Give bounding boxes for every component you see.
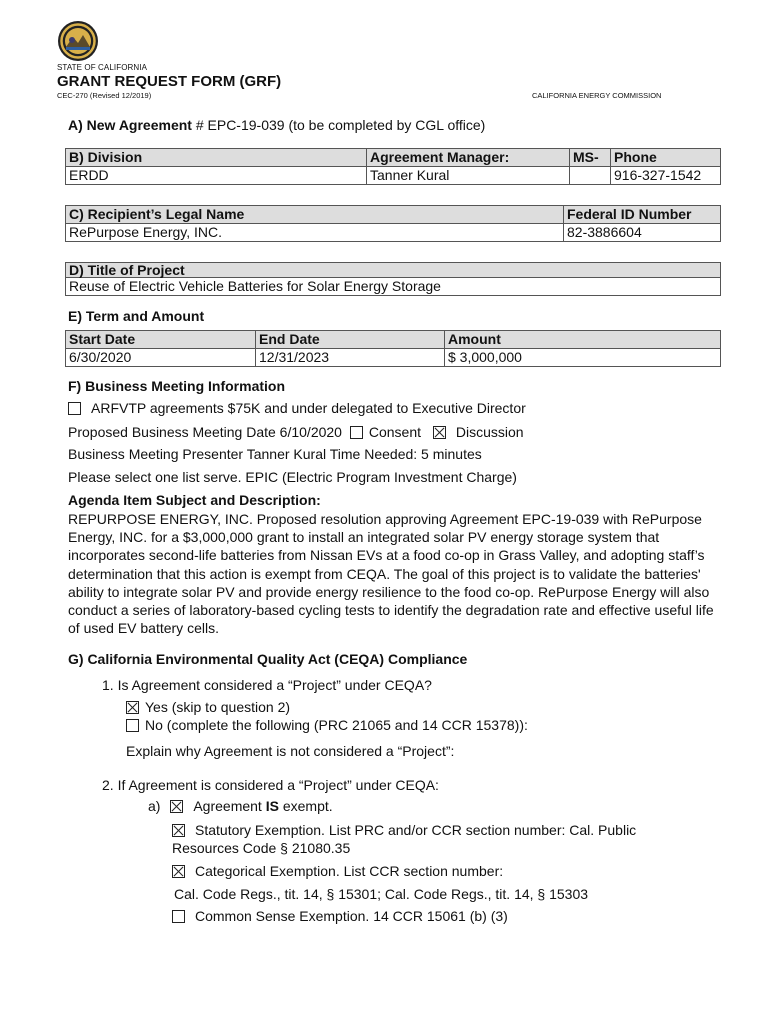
division-label: B) Division bbox=[66, 149, 367, 167]
section-a-new-agreement bbox=[68, 117, 485, 133]
project-title-field[interactable]: Reuse of Electric Vehicle Batteries for Solar Energy Storage bbox=[66, 278, 721, 296]
end-date-field[interactable]: 12/31/2023 bbox=[256, 349, 445, 367]
agreement-manager-label: Agreement Manager: bbox=[367, 149, 570, 167]
amount-field[interactable]: $ 3,000,000 bbox=[445, 349, 721, 367]
ceqa-question-2: 2. If Agreement is considered a “Project” under CEQA: bbox=[102, 777, 439, 793]
categorical-exemption-checkbox[interactable] bbox=[172, 865, 185, 878]
list-serve-text: Please select one list serve. EPIC (Electric Program Investment Charge) bbox=[68, 469, 517, 485]
consent-checkbox[interactable] bbox=[350, 426, 363, 439]
section-b-division-table bbox=[65, 148, 721, 185]
federal-id-label: Federal ID Number bbox=[564, 206, 721, 224]
agenda-item-description: REPURPOSE ENERGY, INC. Proposed resolution approving Agreement EPC-19-039 with RePurpose Energy, INC. for a $3,000,000 grant to install an integrated solar PV energy storage system that incorporates second-life batteries from Nissan EVs at a food co-op in Grass Valley, and adopting staff’s determination that this action is exempt from CEQA. The goal of this project is to validate the batteries' ability to integrate solar PV and provide energy resilience to the food co-op. RePurpose Energy will also conduct a series of laboratory-based cycling tests to identify the degradation rate and effective useful life of used EV battery cells. bbox=[68, 511, 714, 637]
statutory-exemption-text: Statutory Exemption. List PRC and/or CCR section number: Cal. Public bbox=[195, 822, 637, 838]
form-revision: CEC-270 (Revised 12/2019) bbox=[57, 91, 152, 100]
federal-id-field[interactable]: 82-3886604 bbox=[564, 224, 721, 242]
q1-explain-text: Explain why Agreement is not considered a “Project”: bbox=[126, 743, 455, 759]
amount-label: Amount bbox=[445, 331, 721, 349]
section-e-label: E) Term and Amount bbox=[68, 308, 205, 324]
statutory-exemption-code: Resources Code § 21080.35 bbox=[172, 840, 351, 856]
q1-no-text: No (complete the following (PRC 21065 and 14 CCR 15378)): bbox=[145, 717, 528, 733]
phone-field[interactable]: 916-327-1542 bbox=[611, 167, 721, 185]
meeting-date-row bbox=[68, 424, 524, 440]
q2a-text-bold: IS bbox=[265, 798, 279, 814]
q1-yes-checkbox[interactable] bbox=[126, 701, 139, 714]
arfvtp-row bbox=[68, 400, 526, 416]
section-f-label: F) Business Meeting Information bbox=[68, 378, 286, 394]
q2a-prefix: a) bbox=[148, 798, 161, 814]
q1-yes-row bbox=[126, 699, 290, 715]
statutory-exemption-row bbox=[172, 822, 636, 838]
common-sense-exemption-text: Common Sense Exemption. 14 CCR 15061 (b) (3) bbox=[195, 908, 508, 924]
common-sense-exemption-row bbox=[172, 908, 508, 924]
q2a-text-post: exempt. bbox=[278, 798, 333, 814]
form-title: GRANT REQUEST FORM (GRF) bbox=[57, 73, 282, 90]
phone-label: Phone bbox=[611, 149, 721, 167]
project-title-label: D) Title of Project bbox=[66, 263, 721, 278]
agenda-item-label: Agenda Item Subject and Description: bbox=[68, 492, 321, 508]
section-e-term-table bbox=[65, 330, 721, 367]
agency-name: CALIFORNIA ENERGY COMMISSION bbox=[532, 91, 662, 100]
section-a-label: A) New Agreement bbox=[68, 117, 192, 133]
q1-no-checkbox[interactable] bbox=[126, 719, 139, 732]
start-date-label: Start Date bbox=[66, 331, 256, 349]
q1-yes-text: Yes (skip to question 2) bbox=[145, 699, 291, 715]
q2a-row bbox=[148, 798, 333, 814]
recipient-name-label: C) Recipient’s Legal Name bbox=[66, 206, 564, 224]
categorical-exemption-row bbox=[172, 863, 503, 879]
discussion-text: Discussion bbox=[455, 424, 524, 440]
end-date-label: End Date bbox=[256, 331, 445, 349]
section-g-label: G) California Environmental Quality Act (CEQA) Compliance bbox=[68, 651, 468, 667]
ceqa-question-1: 1. Is Agreement considered a “Project” under CEQA? bbox=[102, 677, 432, 693]
arfvtp-checkbox[interactable] bbox=[68, 402, 81, 415]
q2a-text-pre: Agreement bbox=[193, 798, 266, 814]
q1-no-row bbox=[126, 717, 528, 733]
ms-label: MS- bbox=[570, 149, 611, 167]
consent-text: Consent bbox=[368, 424, 422, 440]
section-d-title-table bbox=[65, 262, 721, 296]
ms-field[interactable] bbox=[570, 167, 611, 185]
agreement-manager-field[interactable]: Tanner Kural bbox=[367, 167, 570, 185]
arfvtp-text: ARFVTP agreements $75K and under delegated to Executive Director bbox=[91, 400, 526, 416]
statutory-exemption-checkbox[interactable] bbox=[172, 824, 185, 837]
meeting-date-text: Proposed Business Meeting Date 6/10/2020 bbox=[68, 424, 342, 440]
state-label: STATE OF CALIFORNIA bbox=[57, 63, 148, 72]
recipient-name-field[interactable]: RePurpose Energy, INC. bbox=[66, 224, 564, 242]
california-state-seal-icon bbox=[57, 20, 99, 62]
common-sense-exemption-checkbox[interactable] bbox=[172, 910, 185, 923]
agreement-exempt-checkbox[interactable] bbox=[170, 800, 183, 813]
discussion-checkbox[interactable] bbox=[433, 426, 446, 439]
start-date-field[interactable]: 6/30/2020 bbox=[66, 349, 256, 367]
categorical-exemption-code: Cal. Code Regs., tit. 14, § 15301; Cal. Code Regs., tit. 14, § 15303 bbox=[174, 886, 589, 902]
presenter-text: Business Meeting Presenter Tanner Kural Time Needed: 5 minutes bbox=[68, 446, 482, 462]
categorical-exemption-text: Categorical Exemption. List CCR section number: bbox=[195, 863, 504, 879]
division-field[interactable]: ERDD bbox=[66, 167, 367, 185]
section-c-recipient-table bbox=[65, 205, 721, 242]
agreement-number: # EPC-19-039 (to be completed by CGL office) bbox=[191, 117, 486, 133]
